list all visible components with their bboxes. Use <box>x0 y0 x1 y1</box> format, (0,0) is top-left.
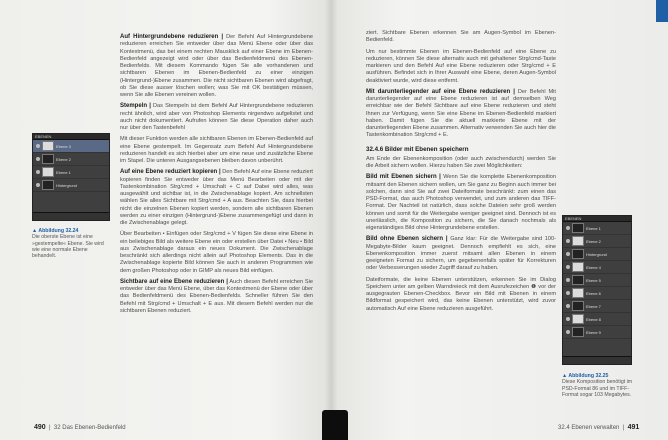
layer-row <box>563 300 631 313</box>
layer-thumb <box>572 288 584 298</box>
figure-caption-left <box>32 228 112 259</box>
paragraph: Das Stempeln ist dem Befehl Auf Hintergrundebene reduzieren recht ähnlich, wird aber von Photoshop Elements nirgendwo aufgelistet und auch nicht dokumentiert. Aufrufen können Sie diese Operation daher auch nur über den Tastenbefehl <box>120 103 313 131</box>
layer-row <box>33 179 109 192</box>
footer-right: 32.4 Ebenen verwalten | 491 <box>558 424 640 431</box>
layer-thumb <box>572 301 584 311</box>
layer-row <box>563 222 631 235</box>
layer-row <box>563 287 631 300</box>
layer-name: Ebene 2 <box>586 238 601 244</box>
paragraph: Wenn Sie die komplette Ebenenkomposition mitsamt den Ebenen sichern wollen, um Sie ganz zu Beginn auch immer bei solchen, dann sind Sie auf zwei Dateiformate beschränkt: zum einen das PSD-Format, das auch Photoshop verwendet, und zum anderen das TIFF-Format. Der Nachteil ist natürlich, dass solche Dateien sehr groß werden können und somit für die Weitergabe weniger geeignet sind. Dennoch ist es unerlässlich, die Komposition zu sichern, die Sie danach nochmals als eigenständiges Bild ohne Hintergrundebene erstellen. <box>366 174 556 231</box>
paragraph: Am Ende der Ebenenkomposition (oder auch zwischendurch) werden Sie die Arbeit sichern wollen. Hierzu haben Sie zwei Möglichkeiten: <box>366 155 556 169</box>
paragraph: Um nur bestimmte Ebenen im Ebenen-Bedienfeld auf eine Ebene zu reduzieren, können Sie diese alternativ auch mit gehaltener Strg/cmd-Taste markieren und den Befehl Auf eine Ebene reduzieren oder Strg/cmd + E ausführen. Befindet sich in Ihrer Auswahl eine Ebene, deren Augen-Symbol deaktiviert wurde, wird diese entfernt. <box>366 48 556 84</box>
text-column-left <box>120 30 313 415</box>
layers-panel-left <box>32 133 110 221</box>
footer-left: 490 | 32 Das Ebenen-Bedienfeld <box>34 424 126 431</box>
book-binding-clip <box>322 410 348 440</box>
paragraph: Auch diesen Befehl erreichen Sie entweder über das Menü Ebene, über das Kontextmenü der Ebene oder über das Bedienfeldmenü des Ebenen-Bedienfelds. Schneller führen Sie den Befehl mit Strg/cmd + Umschalt + E aus. Mit diesem Befehl werden nur die sichtbaren Ebenen reduziert. <box>120 278 313 314</box>
panel-title: EBENEN <box>563 216 631 222</box>
page-number: 491 <box>627 424 640 431</box>
layer-name: Ebene 2 <box>56 156 71 162</box>
layer-thumb <box>42 141 54 151</box>
layer-thumb <box>572 275 584 285</box>
paragraph: Über Bearbeiten • Einfügen oder Strg/cmd + V fügen Sie diese eine Ebene in ein beliebiges Bild als weitere Ebene ein oder erstellen über Datei • Neu • Bild aus Zwischenablage daraus ein neues Dokument. Die Zwischenablage beschränkt sich allerdings nicht allein auf Photoshop Elements. Das in die Zwischenablage kopierte Bild können Sie auch in anderen Programmen wie dem großen Photoshop oder in GIMP als neues Bild einfügen. <box>120 231 313 274</box>
layer-row <box>33 140 109 153</box>
paragraph: Ganz klar: Für die Weitergabe sind 100-Megabyte-Bilder kaum geeignet. Dennoch empfiehlt es sich, eine Ebenenkomposition immer zuerst mitsamt allen Ebenen in einem geeigneten Format zu sichern, um gegebenenfalls später für Korrekturen oder Verbesserungen wieder Zugriff darauf zu haben. <box>366 236 556 272</box>
heading: Stempeln | <box>120 103 151 110</box>
layer-row <box>563 313 631 326</box>
layer-thumb <box>572 223 584 233</box>
heading: Auf Hintergrundebene reduzieren | <box>120 34 224 40</box>
paragraph: Der Befehl Auf Hintergrundebene reduzieren erreichen Sie entweder über das Menü Ebene oder über das Kontextmenü, das bei einem rechten Mausklick auf einer Ebene im Ebenen-Bedienfeld angezeigt wird oder über das Bedienfeldmenü des Ebenen-Bedienfelds. Mit diesem Kommando fügen Sie alle vorhandenen und sichtbaren Ebenen im Ebenen-Bedienfeld zu einer einzigen (Hintergrund-)Ebene zusammen. Die nicht sichtbaren Ebenen wird abgefragt, ob Sie diese ausser löschen wollen; was Sie mit OK bestätigen müssen, wenn Sie alle Ebenen vereinen wollen. <box>120 34 313 98</box>
paragraph: ziert. Sichtbare Ebenen erkennen Sie am Augen-Symbol im Ebenen-Bedienfeld. <box>366 30 556 44</box>
layer-name: Ebene 6 <box>586 290 601 296</box>
chapter-tab <box>656 0 668 22</box>
heading: Bild mit Ebenen sichern | <box>366 174 441 181</box>
layers-panel-right <box>562 215 632 365</box>
running-footer: 32.4 Ebenen verwalten <box>558 425 620 431</box>
eye-icon <box>566 265 570 269</box>
layer-row <box>563 274 631 287</box>
eye-icon <box>566 330 570 334</box>
heading: Mit darunterliegender auf eine Ebene reduzieren | <box>366 88 515 95</box>
eye-icon <box>36 157 40 161</box>
panel-footer <box>33 212 109 220</box>
section-heading: 32.4.6 Bilder mit Ebenen speichern <box>366 145 469 153</box>
layer-row <box>563 261 631 274</box>
page-number: 490 <box>34 424 46 431</box>
eye-icon <box>566 317 570 321</box>
figure-caption-right <box>562 373 642 398</box>
layer-row <box>33 153 109 166</box>
paragraph: Dateiformate, die keine Ebenen unterstützen, erkennen Sie im Dialog Speichern unter am gelben Warndreieck mit dem Ausrufezeichen ❶ vor der ausgegrauten Ebenen-Checkbox. Bevor ein Bild mit Ebenen in einem Bildformat gespeichert wird, das keine Ebenen unterstützt, wird zuvor automatisch Auf eine Ebene reduzieren ausgeführt. <box>366 276 556 312</box>
layer-name: Ebene 1 <box>56 169 71 175</box>
layer-thumb <box>572 236 584 246</box>
layer-name: Ebene 1 <box>586 225 601 231</box>
eye-icon <box>566 291 570 295</box>
layer-name: Ebene 9 <box>586 329 601 335</box>
caption-text: Die oberste Ebene ist eine »gestempelte« Ebene. Sie wird wie eine normale Ebene behandelt. <box>32 234 104 260</box>
heading: Bild ohne Ebenen sichern | <box>366 236 448 243</box>
layer-thumb <box>42 154 54 164</box>
layer-row <box>33 166 109 179</box>
paragraph: Mit dieser Funktion werden alle sichtbaren Ebenen im Ebenen-Bedienfeld auf eine Ebene gestempelt. Im Gegensatz zum Befehl Auf Hintergrundebene reduzieren handelt es sich hierbei aber um eine neue und zusätzliche Ebene im Stapel. Die unteren Ausgangsebenen bleiben davon unberührt. <box>120 136 313 164</box>
panel-title: EBENEN <box>33 134 109 140</box>
eye-icon <box>566 239 570 243</box>
heading: Auf eine Ebene reduziert kopieren | <box>120 169 221 176</box>
layer-name: Ebene 5 <box>586 277 601 283</box>
eye-icon <box>36 183 40 187</box>
layer-thumb <box>42 180 54 190</box>
layer-name: Ebene 3 <box>56 143 71 149</box>
layer-thumb <box>572 249 584 259</box>
layer-name: Hintergrund <box>586 251 607 257</box>
eye-icon <box>566 304 570 308</box>
caption-title: ▲ Abbildung 32.25 <box>562 373 609 379</box>
eye-icon <box>566 252 570 256</box>
paragraph: Den Befehl Auf eine Ebene reduziert kopieren finden Sie entweder über das Menü Bearbeiten oder mit der Tastenkombination Strg/cmd + Umschalt + C auf Dabei wird alles, was ausgewählt und sichtbar ist, in die Zwischenablage kopiert. Am schnellsten wählen Sie alles Sichtbare mit Strg/cmd + A aus. Beachten Sie, dass hierbei nicht die einzelnen Ebenen kopiert werden, sondern alle sichtbaren Ebenen werden zu einer einzigen (Hintergrund-)Ebene zusammengefügt und dann in die Zwischenablage gelegt. <box>120 169 313 226</box>
panel-footer <box>563 356 631 364</box>
layer-thumb <box>42 167 54 177</box>
layer-row <box>563 248 631 261</box>
layer-name: Ebene 4 <box>586 264 601 270</box>
layer-name: Ebene 7 <box>586 303 601 309</box>
paragraph: Der Befehl Mit darunterliegender auf eine Ebene reduzieren ist auf demselben Weg erreichbar wie der Befehl Sichtbare auf eine Ebene reduzieren und steht Ihnen zur Verfügung, wenn Sie eine Ebene im Ebenen-Bedienfeld markiert haben. Damit fügen Sie die aktuell markierte Ebene mit der darunterliegenden Ebene zusammen. Alternativ verwenden Sie auch hier die Tastenkombination Strg/cmd + E. <box>366 88 556 139</box>
eye-icon <box>36 170 40 174</box>
layer-name: Hintergrund <box>56 182 77 188</box>
layer-row <box>563 326 631 339</box>
eye-icon <box>566 226 570 230</box>
layer-thumb <box>572 314 584 324</box>
layer-row <box>563 235 631 248</box>
eye-icon <box>566 278 570 282</box>
text-column-right <box>366 30 556 415</box>
eye-icon <box>36 144 40 148</box>
layer-name: Ebene 8 <box>586 316 601 322</box>
running-footer: 32 Das Ebenen-Bedienfeld <box>53 425 126 431</box>
caption-title: ▲ Abbildung 32.24 <box>32 228 79 234</box>
layer-thumb <box>572 262 584 272</box>
heading: Sichtbare auf eine Ebene reduzieren | <box>120 278 228 285</box>
layer-thumb <box>572 327 584 337</box>
caption-text: Diese Komposition benötigt im PSD-Format 86 und im TIFF-Format sogar 103 Megabytes. <box>562 379 633 398</box>
